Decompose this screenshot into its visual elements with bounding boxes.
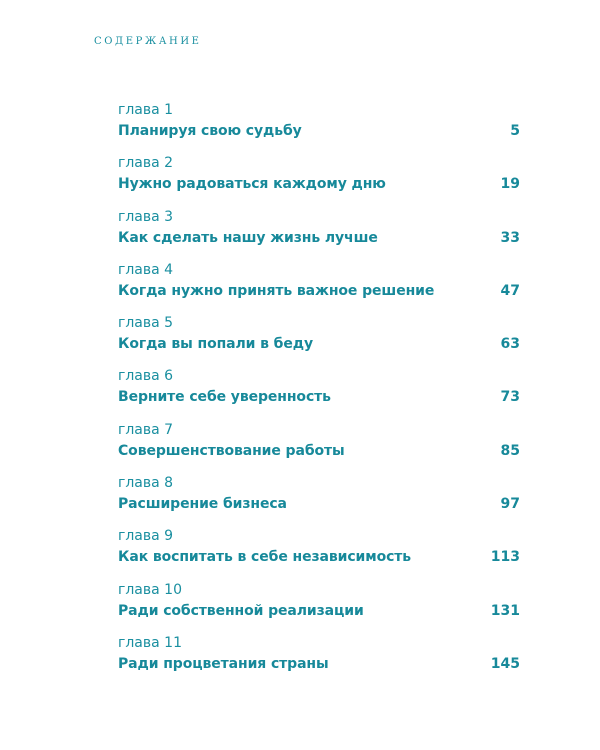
toc-entry[interactable] xyxy=(118,367,520,420)
chapter-title[interactable]: Когда нужно принять важное решение xyxy=(118,282,435,299)
chapter-label: глава 11 xyxy=(118,634,182,651)
toc-entry[interactable] xyxy=(118,261,520,314)
toc-list xyxy=(118,101,520,687)
toc-entry[interactable] xyxy=(118,474,520,527)
chapter-title[interactable]: Расширение бизнеса xyxy=(118,496,287,513)
chapter-page-number: 113 xyxy=(490,549,520,566)
chapter-title[interactable]: Нужно радоваться каждому дню xyxy=(118,176,386,193)
chapter-page-number: 5 xyxy=(510,123,520,139)
chapter-label: глава 4 xyxy=(118,261,174,278)
chapter-title[interactable]: Верните себе уверенность xyxy=(118,389,331,406)
toc-entry[interactable] xyxy=(118,421,520,474)
toc-entry[interactable] xyxy=(118,634,520,687)
toc-entry[interactable] xyxy=(118,101,520,154)
chapter-title[interactable]: Ради процветания страны xyxy=(118,655,329,672)
chapter-title[interactable]: Ради собственной реализации xyxy=(118,602,364,619)
chapter-page-number: 63 xyxy=(500,336,520,353)
toc-entry[interactable] xyxy=(118,154,520,207)
toc-entry[interactable] xyxy=(118,314,520,367)
chapter-label: глава 10 xyxy=(118,581,182,598)
chapter-title[interactable]: Как сделать нашу жизнь лучше xyxy=(118,229,378,246)
chapter-label: глава 3 xyxy=(118,208,174,225)
chapter-title[interactable]: Как воспитать в себе независимость xyxy=(118,549,412,566)
chapter-page-number: 33 xyxy=(500,229,520,246)
chapter-title[interactable]: Когда вы попали в беду xyxy=(118,336,313,353)
chapter-label: глава 1 xyxy=(118,102,174,118)
toc-entry[interactable] xyxy=(118,208,520,261)
chapter-title[interactable]: Планируя свою судьбу xyxy=(118,123,302,139)
toc-entry[interactable] xyxy=(118,581,520,634)
chapter-label: глава 9 xyxy=(118,528,174,545)
chapter-label: глава 2 xyxy=(118,155,174,172)
toc-heading: СОДЕРЖАНИЕ xyxy=(94,36,202,47)
chapter-page-number: 131 xyxy=(490,602,520,619)
chapter-page-number: 19 xyxy=(500,176,520,193)
chapter-label: глава 5 xyxy=(118,315,174,332)
chapter-label: глава 7 xyxy=(118,421,174,438)
chapter-page-number: 47 xyxy=(500,282,520,299)
chapter-page-number: 85 xyxy=(500,442,520,459)
chapter-label: глава 8 xyxy=(118,475,174,492)
chapter-page-number: 97 xyxy=(500,496,520,513)
chapter-page-number: 73 xyxy=(500,389,520,406)
chapter-title[interactable]: Совершенствование работы xyxy=(118,442,345,459)
chapter-page-number: 145 xyxy=(490,655,520,672)
chapter-label: глава 6 xyxy=(118,368,174,385)
toc-entry[interactable] xyxy=(118,527,520,580)
